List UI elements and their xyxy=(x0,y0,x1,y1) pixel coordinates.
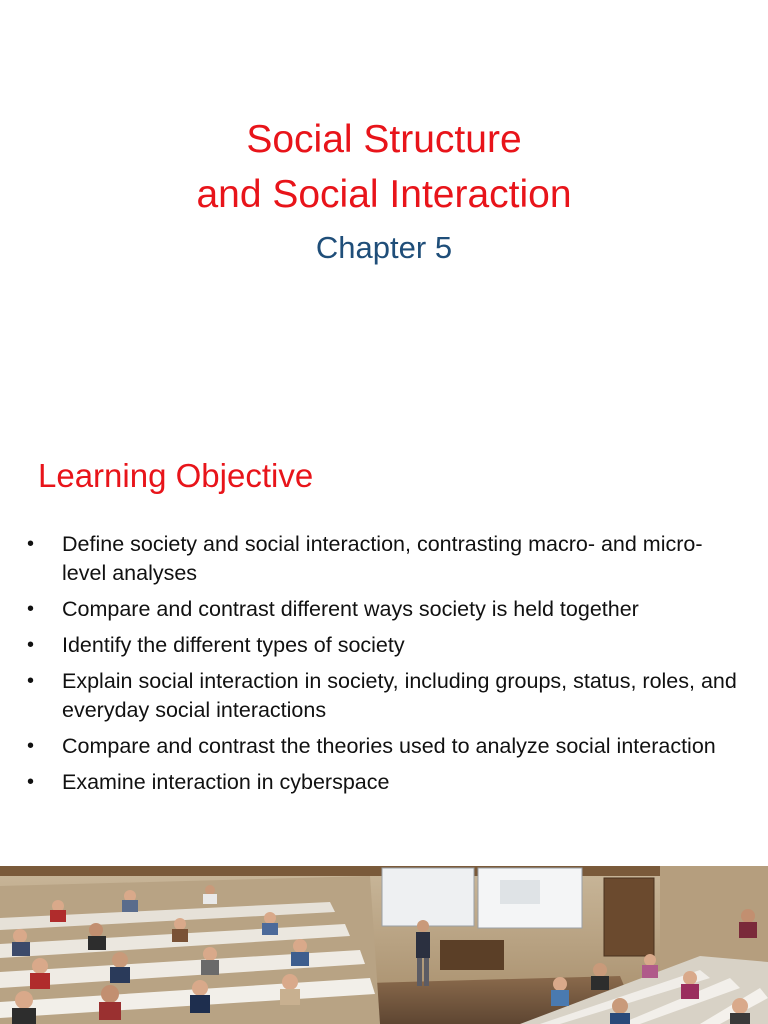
bullet-icon: • xyxy=(27,771,35,793)
lecture-hall-illustration xyxy=(0,866,768,1024)
screen-content xyxy=(500,880,540,904)
slide-title-line-2: and Social Interaction xyxy=(196,173,572,216)
bullet-icon: • xyxy=(27,670,35,692)
objective-text: Compare and contrast the theories used to analyze social interaction xyxy=(62,734,716,758)
door xyxy=(604,878,654,956)
screen-left xyxy=(382,868,474,926)
objective-text: Define society and social interaction, contrasting macro- and micro-level analyses xyxy=(62,532,703,585)
objective-item xyxy=(0,595,768,624)
slide-title-line-1: Social Structure xyxy=(246,118,522,161)
objective-item xyxy=(0,732,768,761)
objective-text: Compare and contrast different ways society is held together xyxy=(62,597,639,621)
bullet-icon: • xyxy=(27,735,35,757)
objective-text: Explain social interaction in society, including groups, status, roles, and everyday social interactions xyxy=(62,669,737,722)
title-slide xyxy=(0,0,768,430)
slide-title xyxy=(0,112,768,222)
lecture-hall-photo xyxy=(0,866,768,1024)
bullet-icon: • xyxy=(27,598,35,620)
slide-subtitle: Chapter 5 xyxy=(315,230,453,265)
lectern xyxy=(440,940,504,970)
objectives-heading: Learning Objective xyxy=(38,457,314,494)
objectives-list xyxy=(0,530,768,804)
bullet-icon: • xyxy=(27,533,35,555)
objective-item xyxy=(0,530,768,588)
objective-item xyxy=(0,631,768,660)
objective-text: Identify the different types of society xyxy=(62,633,405,657)
objective-item xyxy=(0,667,768,725)
objective-text: Examine interaction in cyberspace xyxy=(62,770,390,794)
bullet-icon: • xyxy=(27,634,35,656)
objective-item xyxy=(0,768,768,797)
